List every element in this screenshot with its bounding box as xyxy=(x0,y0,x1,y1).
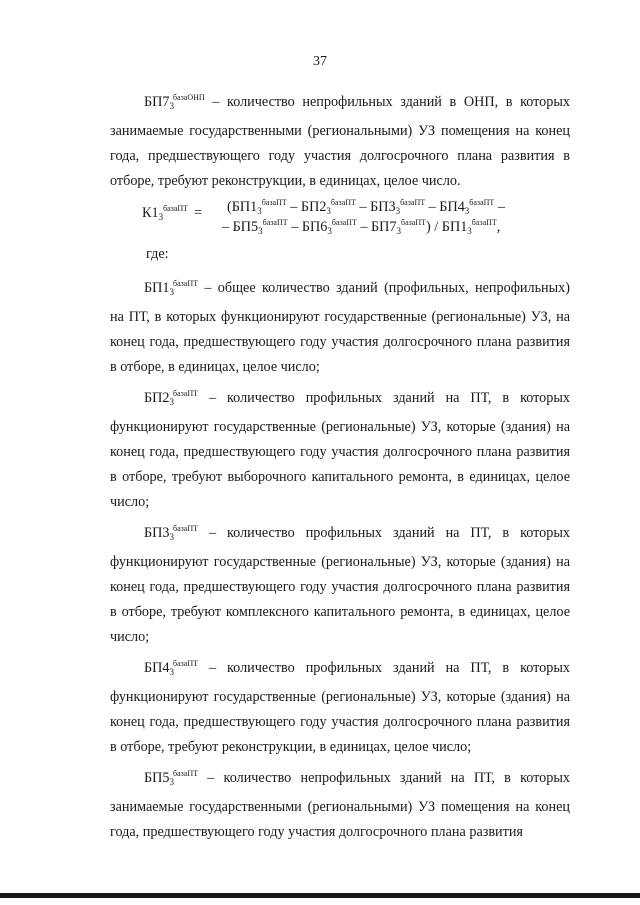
formula-term: ($БП1_3^{базаПТ}$ xyxy=(227,198,287,216)
formula-term: – $БП6_3^{базаПТ}$ xyxy=(287,218,357,236)
definition-bp1 xyxy=(110,271,570,380)
definition-text: – количество профильных зданий на ПТ, в которых функционируют государственные (региональные) УЗ, которые (здания) на конец года, предшествующего году участия долгосрочного плана развития в отборе, требуют реконструкции, в единицах, целое число; xyxy=(110,660,570,755)
definition-bp4 xyxy=(110,651,570,760)
intro-symbol: $БП7_3^{базаОНП}$ xyxy=(144,93,205,111)
definition-text: – количество непрофильных зданий на ПТ, в которых занимаемые государственными (региональными) УЗ помещения на конец года, предшествующего году участия долгосрочного плана развития xyxy=(110,770,570,840)
scan-bottom-edge xyxy=(0,893,640,898)
formula-term: – $БП5_3^{базаПТ}$ xyxy=(222,218,288,236)
definition-symbol: $БП5_3^{базаПТ}$ xyxy=(144,769,198,787)
formula-term: / $БП1_3^{базаПТ}$, xyxy=(430,218,501,236)
intro-definition xyxy=(110,85,570,194)
definition-bp2 xyxy=(110,381,570,515)
formula-k1 xyxy=(142,198,582,244)
formula-lhs: $К1_3^{базаПТ}$ = xyxy=(142,204,203,222)
intro-text: – количество непрофильных зданий в ОНП, в которых занимаемые государственными (региональными) УЗ помещения на конец года, предшествующего году участия долгосрочного плана развития в отборе, требуют реконструкции, в единицах, целое число. xyxy=(110,94,570,189)
definition-symbol: $БП3_3^{базаПТ}$ xyxy=(144,524,198,542)
definition-bp5 xyxy=(110,761,570,845)
formula-term: – $БП3_3^{базаПТ}$ xyxy=(355,198,426,216)
formula-line-2 xyxy=(222,218,500,236)
definition-text: – общее количество зданий (профильных, непрофильных) на ПТ, в которых функционируют государственные (региональные) УЗ, на конец года, предшествующего году участия долгосрочного плана развития в отборе, в единицах, целое число; xyxy=(110,280,570,375)
intro-paragraph xyxy=(110,85,570,195)
definition-symbol: $БП2_3^{базаПТ}$ xyxy=(144,389,198,407)
formula-term: – $БП2_3^{базаПТ}$ xyxy=(286,198,356,216)
definitions-list xyxy=(110,271,570,846)
definition-symbol: $БП4_3^{базаПТ}$ xyxy=(144,659,198,677)
where-label: где: xyxy=(146,246,169,262)
definition-text: – количество профильных зданий на ПТ, в которых функционируют государственные (региональные) УЗ, которые (здания) на конец года, предшествующего году участия долгосрочного плана развития в отборе, требуют комплексного капитального ремонта, в единицах, целое число; xyxy=(110,525,570,645)
definition-bp3 xyxy=(110,516,570,650)
formula-line-1 xyxy=(227,198,505,216)
formula-term: – $БП7_3^{базаПТ}$) xyxy=(356,218,431,236)
definition-symbol: $БП1_3^{базаПТ}$ xyxy=(144,279,198,297)
page-number: 37 xyxy=(313,54,327,69)
formula-term: – $БП4_3^{базаПТ}$ – xyxy=(425,198,505,216)
definition-text: – количество профильных зданий на ПТ, в которых функционируют государственные (региональные) УЗ, которые (здания) на конец года, предшествующего году участия долгосрочного плана развития в отборе, требуют выборочного капитального ремонта, в единицах, целое число; xyxy=(110,390,570,510)
